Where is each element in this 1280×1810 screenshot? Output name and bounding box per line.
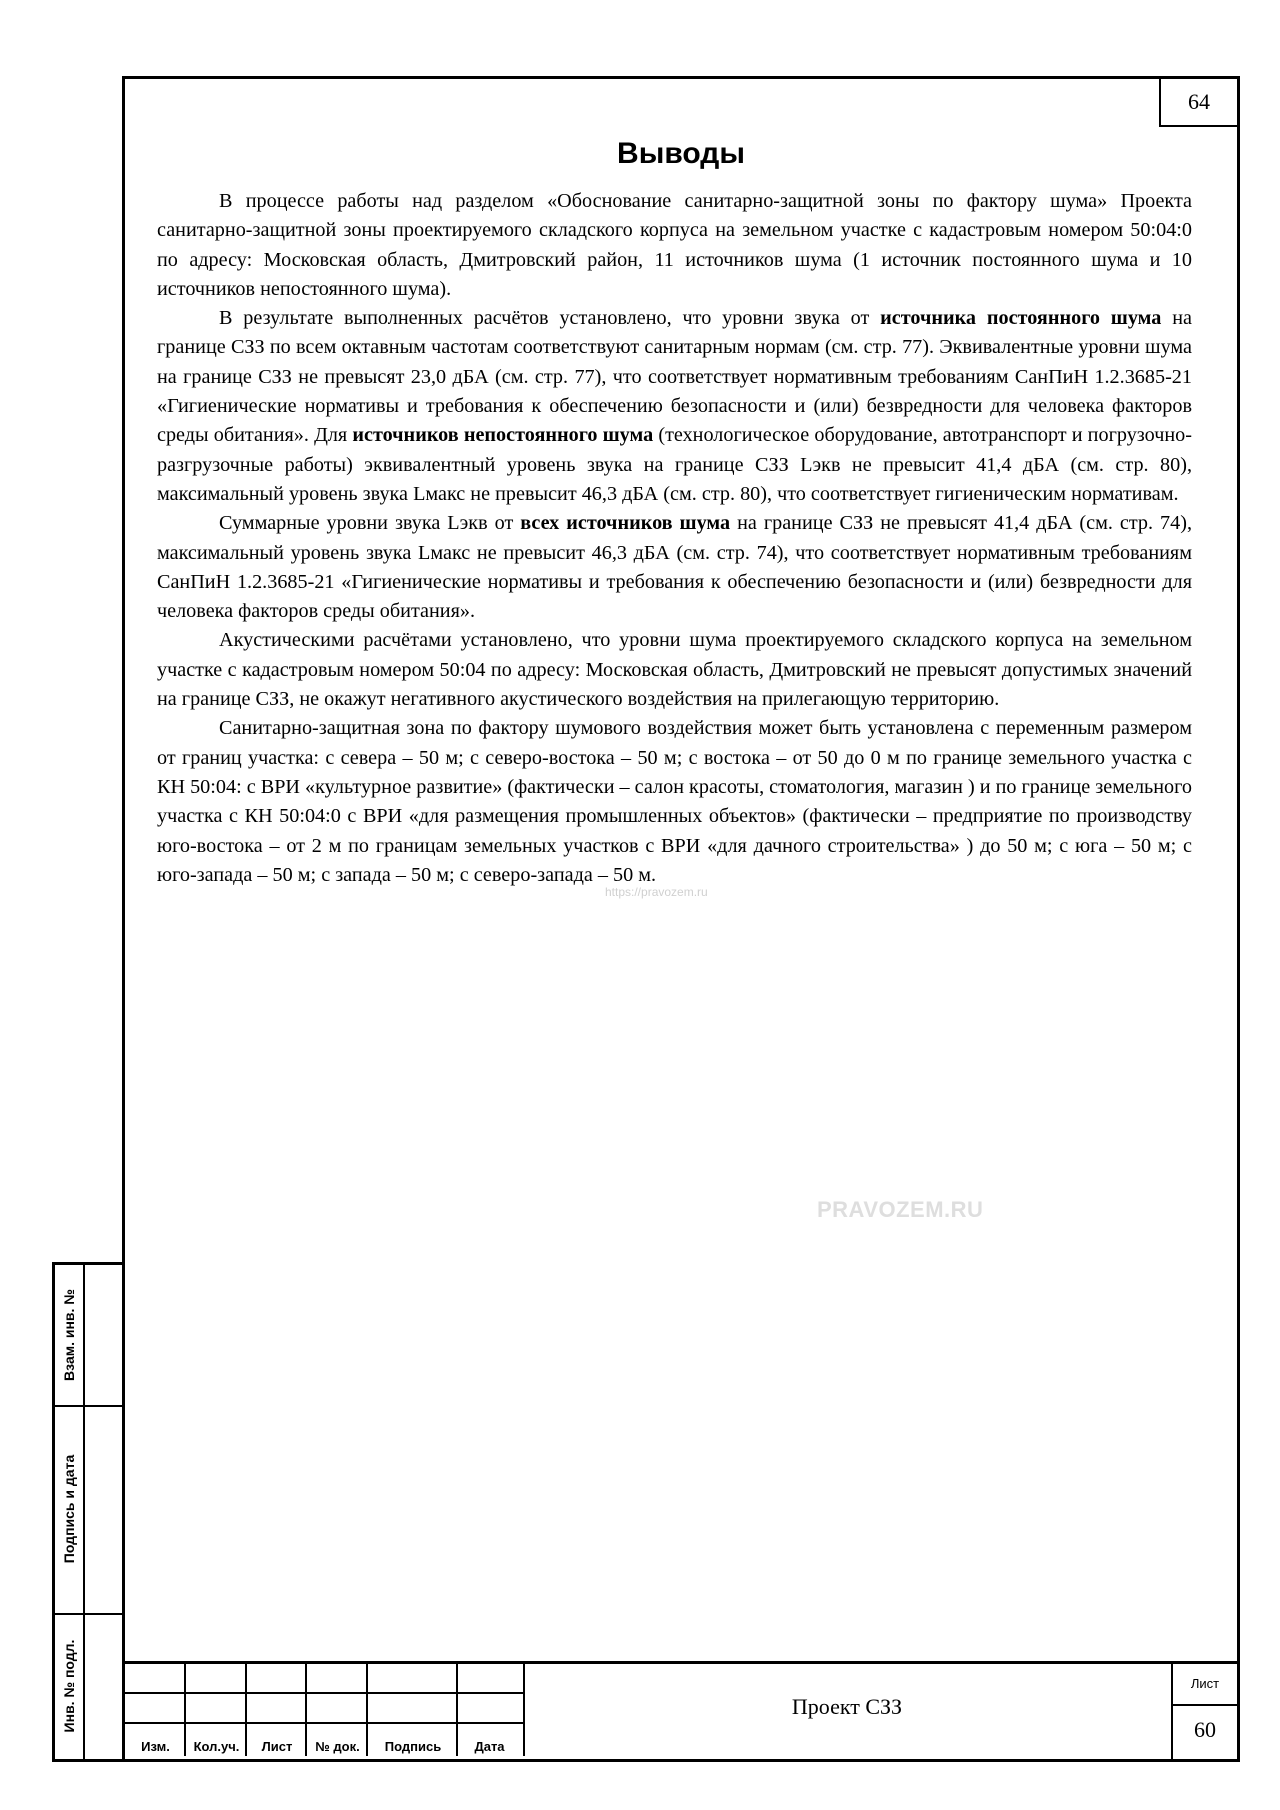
revision-grid	[125, 1664, 525, 1756]
watermark-url: https://pravozem.ru	[605, 885, 708, 899]
side-stamp	[52, 1262, 122, 1762]
side-label-inv-podl: Инв. № подл.	[61, 1639, 77, 1733]
side-label-podpis-data: Подпись и дата	[61, 1454, 77, 1564]
col-list: Лист	[261, 1739, 293, 1754]
body-text	[157, 187, 1192, 890]
col-no-dok: № док.	[315, 1739, 360, 1754]
page-number-top: 64	[1159, 79, 1237, 127]
paragraph-4: Акустическими расчётами установлено, что уровни шума проектируемого складского корпуса на земельном участке с кадастровым номером 50:04 по адресу: Московская область, Дмитровский не превысят допустимых значений на границе СЗЗ, не окажут негативного акустического воздействия на прилегающую территорию.	[157, 629, 1192, 711]
project-title: Проект СЗЗ	[523, 1664, 1173, 1759]
col-izm: Изм.	[141, 1739, 170, 1754]
side-label-vzam-inv: Взам. инв. №	[61, 1289, 77, 1381]
page-frame	[122, 76, 1240, 1762]
paragraph-5: Санитарно-защитная зона по фактору шумового воздействия может быть установлена с переменным размером от границ участка: с севера – 50 м; с северо-востока – 50 м; с востока – от 50 до 0 м по границе земельного участка с КН 50:04: с ВРИ «культурное развитие» (фактически – салон красоты, стоматология, магазин ) и по границе земельного участка с КН 50:04:0 с ВРИ «для размещения промышленных объектов» (фактически – предприятие по производству юго-востока – от 2 м по границам земельных участков с ВРИ «для дачного строительства» ) до 50 м; с юга – 50 м; с юго-запада – 50 м; с запада – 50 м; с северо-запада – 50 м.	[157, 717, 1192, 886]
section-title: Выводы	[617, 137, 745, 170]
paragraph-1: В процессе работы над разделом «Обоснование санитарно-защитной зоны по фактору шума» Проекта санитарно-защитной зоны проектируемого складского корпуса на земельном участке с кадастровым номером 50:04:0 по адресу: Московская область, Дмитровский район, 11 источников шума (1 источник постоянного шума и 10 источников непостоянного шума).	[157, 190, 1192, 300]
paragraph-3: Суммарные уровни звука Lэкв от всех источников шума на границе СЗЗ не превысят 41,4 дБА (см. стр. 74), максимальный уровень звука Lмакс не превысит 46,3 дБА (см. стр. 74), что соответствует нормативным требованиям СанПиН 1.2.3685-21 «Гигиенические нормативы и требования к обеспечению безопасности и (или) безвредности для человека факторов среды обитания».	[157, 512, 1192, 623]
col-kol-uch: Кол.уч.	[193, 1739, 240, 1754]
paragraph-2: В результате выполненных расчётов установлено, что уровни звука от источника постоянного шума на границе СЗЗ по всем октавным частотам соответствуют санитарным нормам (см. стр. 77). Эквивалентные уровни шума на границе СЗЗ не превысят 23,0 дБА (см. стр. 77), что соответствует нормативным требованиям СанПиН 1.2.3685-21 «Гигиенические нормативы и требования к обеспечению безопасности и (или) безвредности для человека факторов среды обитания». Для источников непостоянного шума (технологическое оборудование, автотранспорт и погрузочно-разгрузочные работы) эквивалентный уровень звука на границе СЗЗ Lэкв не превысит 41,4 дБА (см. стр. 80), максимальный уровень звука Lмакс не превысит 46,3 дБА (см. стр. 80), что соответствует гигиеническим нормативам.	[157, 307, 1192, 505]
col-data: Дата	[474, 1739, 505, 1754]
col-podpis: Подпись	[384, 1739, 442, 1754]
sheet-number: 60	[1194, 1717, 1216, 1742]
title-block	[125, 1661, 1237, 1759]
sheet-label: Лист	[1173, 1664, 1237, 1706]
watermark-logo: PRAVOZEM.RU	[817, 1197, 984, 1222]
